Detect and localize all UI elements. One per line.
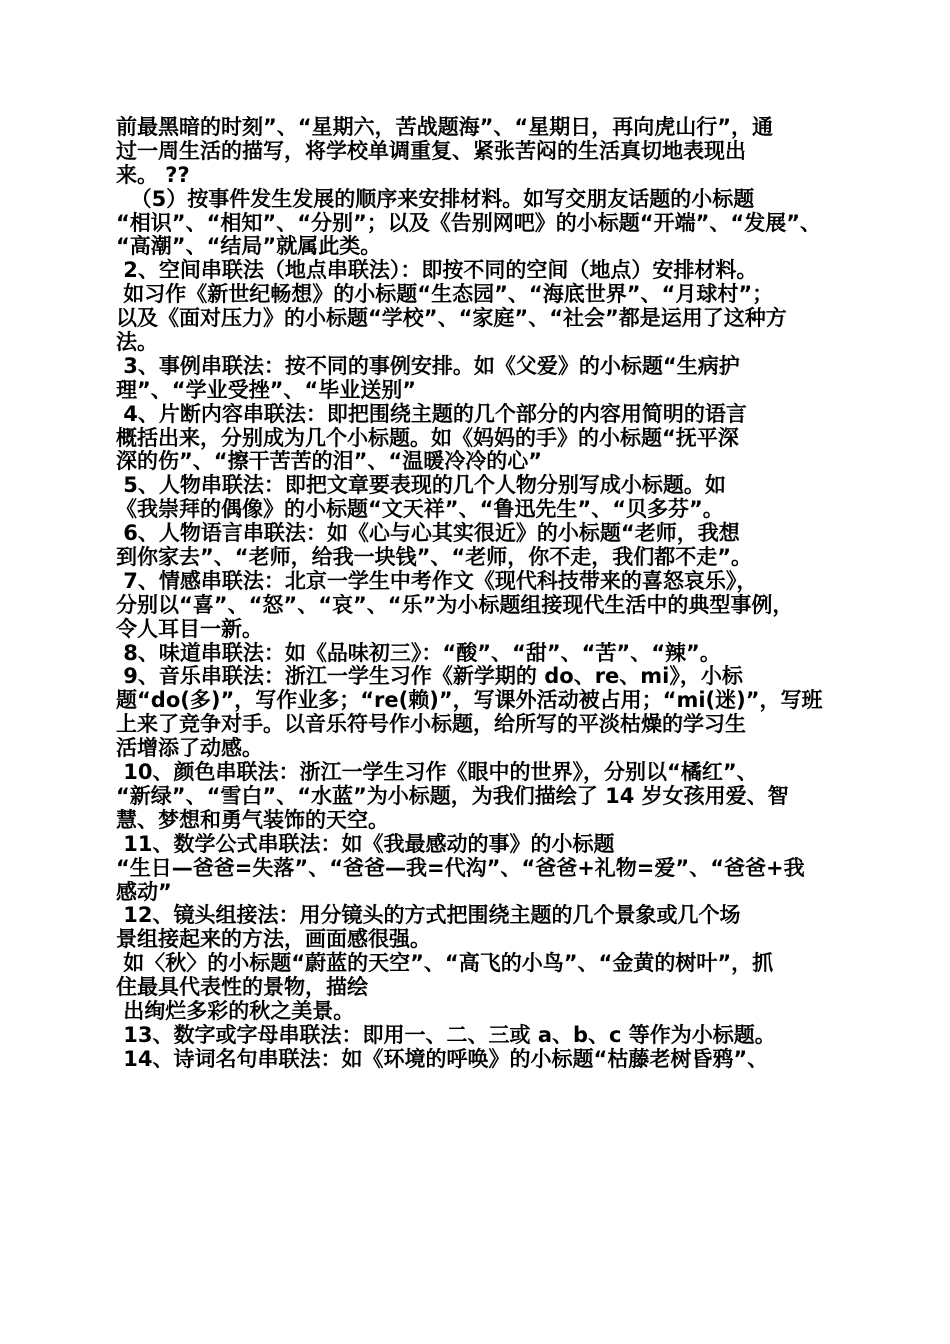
text-line: 法。 xyxy=(116,330,158,355)
text-line: 上来了竞争对手。以音乐符号作小标题，给所写的平淡枯燥的学习生 xyxy=(116,712,746,737)
text-line: 深的伤”、“擦干苦苦的泪”、“温暖冷冷的心” xyxy=(116,449,543,474)
text-line: 景组接起来的方法，画面感很强。 xyxy=(116,927,431,952)
text-line: 如〈秋〉的小标题“蔚蓝的天空”、“高飞的小鸟”、“金黄的树叶”，抓 xyxy=(116,951,774,976)
text-line: 《我崇拜的偶像》的小标题“文天祥”、“鲁迅先生”、“贝多芬”。 xyxy=(116,497,724,522)
text-line: 来。 ?? xyxy=(116,162,190,187)
text-line: 以及《面对压力》的小标题“学校”、“家庭”、“社会”都是运用了这种方 xyxy=(116,306,787,331)
text-line: 12、镜头组接法：用分镜头的方式把围绕主题的几个景象或几个场 xyxy=(116,903,741,928)
text-line: 11、数学公式串联法：如《我最感动的事》的小标题 xyxy=(116,831,615,856)
text-line: 过一周生活的描写，将学校单调重复、紧张苦闷的生活真切地表现出 xyxy=(116,138,746,163)
text-line: 2、空间串联法（地点串联法）：即按不同的空间（地点）安排材料。 xyxy=(116,258,758,283)
text-line: 8、味道串联法：如《品味初三》：“酸”、“甜”、“苦”、“辣”。 xyxy=(116,640,721,665)
text-line: “高潮”、“结局”就属此类。 xyxy=(116,234,382,259)
text-line: 如习作《新世纪畅想》的小标题“生态园”、“海底世界”、“月球村”； xyxy=(116,282,774,307)
text-line: （5）按事件发生发展的顺序来安排材料。如写交朋友话题的小标题 xyxy=(116,186,755,211)
document-body xyxy=(116,116,846,1072)
text-line: 10、颜色串联法：浙江一学生习作《眼中的世界》，分别以“橘红”、 xyxy=(116,760,758,785)
text-line: “新绿”、“雪白”、“水蓝”为小标题，为我们描绘了 14 岁女孩用爱、智 xyxy=(116,783,789,808)
text-line: 活增添了动感。 xyxy=(116,736,263,761)
text-line: 分别以“喜”、“怒”、“哀”、“乐”为小标题组接现代生活中的典型事例， xyxy=(116,592,794,617)
text-line: 到你家去”、“老师，给我一块钱”、“老师，你不走，我们都不走”。 xyxy=(116,545,753,570)
text-line: “生日—爸爸=失落”、“爸爸—我=代沟”、“爸爸+礼物=爱”、“爸爸+我 xyxy=(116,855,805,880)
text-line: 4、片断内容串联法：即把围绕主题的几个部分的内容用简明的语言 xyxy=(116,401,747,426)
text-line: 14、诗词名句串联法：如《环境的呼唤》的小标题“枯藤老树昏鸦”、 xyxy=(116,1046,769,1071)
text-line: 3、事例串联法：按不同的事例安排。如《父爱》的小标题“生病护 xyxy=(116,353,740,378)
text-line: 9、音乐串联法：浙江一学生习作《新学期的 do、re、mi》，小标 xyxy=(116,664,743,689)
text-line: 理”、“学业受挫”、“毕业送别” xyxy=(116,377,417,402)
text-line: 前最黑暗的时刻”、“星期六，苦战题海”、“星期日，再向虎山行”，通 xyxy=(116,115,774,139)
text-line: 感动” xyxy=(116,879,172,904)
text-line: “相识”、“相知”、“分别”；以及《告别网吧》的小标题“开端”、“发展”、 xyxy=(116,210,822,235)
text-line: 慧、梦想和勇气装饰的天空。 xyxy=(116,807,389,832)
text-line: 令人耳目一新。 xyxy=(116,616,263,641)
text-line: 7、情感串联法：北京一学生中考作文《现代科技带来的喜怒哀乐》， xyxy=(116,568,758,593)
text-line: 题“do(多)”，写作业多；“re(赖)”，写课外活动被占用；“mi(迷)”，写班 xyxy=(116,688,823,713)
text-line: 概括出来，分别成为几个小标题。如《妈妈的手》的小标题“抚平深 xyxy=(116,425,739,450)
text-line: 13、数字或字母串联法：即用一、二、三或 a、b、c 等作为小标题。 xyxy=(116,1022,776,1047)
text-line: 5、人物串联法：即把文章要表现的几个人物分别写成小标题。如 xyxy=(116,473,726,498)
text-line: 住最具代表性的景物，描绘 xyxy=(116,975,368,1000)
text-line: 6、人物语言串联法：如《心与心其实很近》的小标题“老师，我想 xyxy=(116,521,740,546)
text-line: 出绚烂多彩的秋之美景。 xyxy=(116,998,355,1023)
